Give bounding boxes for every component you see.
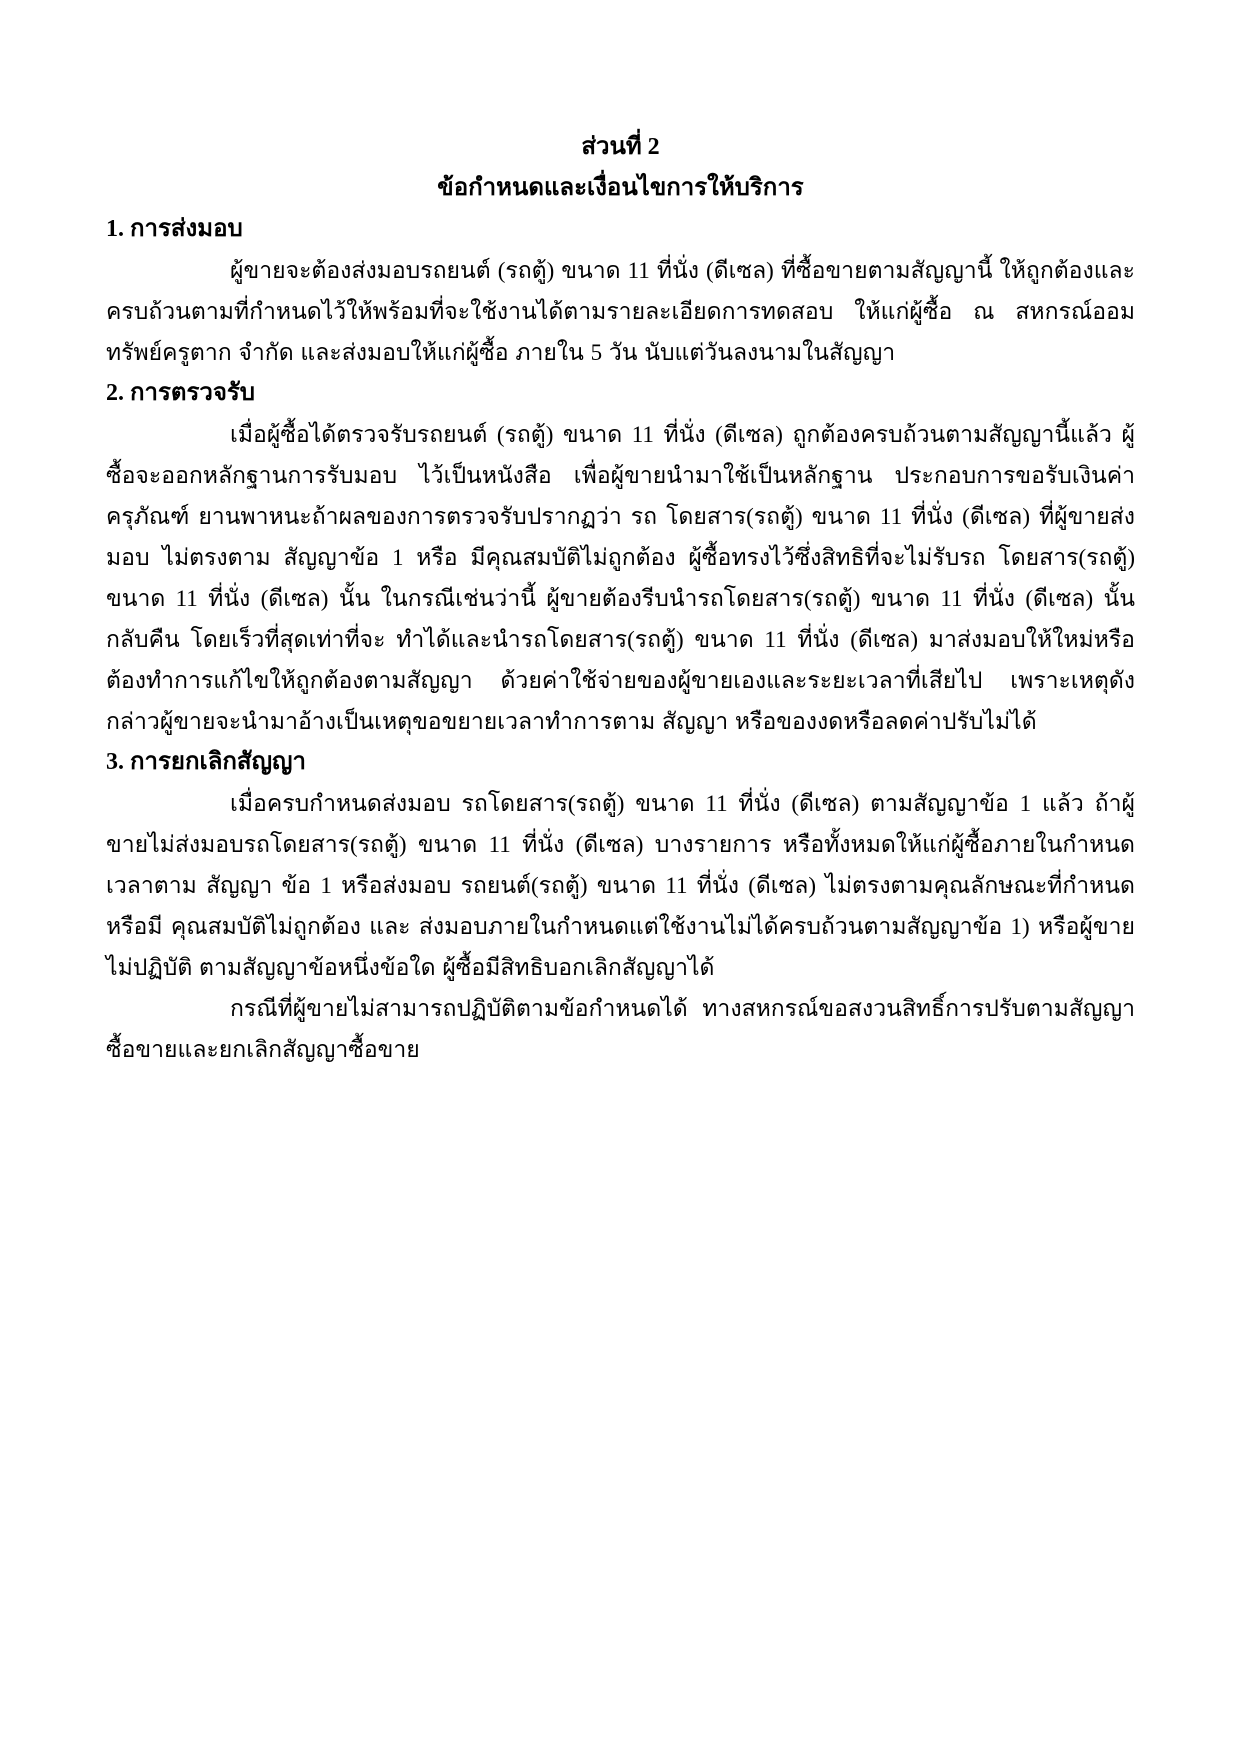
section-delivery	[106, 209, 1135, 373]
paragraph-inspection: เมื่อผู้ซื้อได้ตรวจรับรถยนต์ (รถตู้) ขนาด 11 ที่นั่ง (ดีเซล) ถูกต้องครบถ้วนตามสัญญานี้แล้ว ผู้ซื้อจะออกหลักฐานการรับมอบ ไว้เป็นหนังสือ เพื่อผู้ขายนำมาใช้เป็นหลักฐาน ประกอบการขอรับเงินค่าครุภัณฑ์ ยานพาหนะถ้าผลของการตรวจรับปรากฏว่า รถ โดยสาร(รถตู้) ขนาด 11 ที่นั่ง (ดีเซล) ที่ผู้ขายส่งมอบ ไม่ตรงตาม สัญญาข้อ 1 หรือ มีคุณสมบัติไม่ถูกต้อง ผู้ซื้อทรงไว้ซึ่งสิทธิที่จะไม่รับรถ โดยสาร(รถตู้) ขนาด 11 ที่นั่ง (ดีเซล) นั้น ในกรณีเช่นว่านี้ ผู้ขายต้องรีบนำรถโดยสาร(รถตู้) ขนาด 11 ที่นั่ง (ดีเซล) นั้น กลับคืน โดยเร็วที่สุดเท่าที่จะ ทำได้และนำรถโดยสาร(รถตู้) ขนาด 11 ที่นั่ง (ดีเซล) มาส่งมอบให้ใหม่หรือต้องทำการแก้ไขให้ถูกต้องตามสัญญา ด้วยค่าใช้จ่ายของผู้ขายเองและระยะเวลาที่เสียไป เพราะเหตุดังกล่าวผู้ขายจะนำมาอ้างเป็นเหตุขอขยายเวลาทำการตาม สัญญา หรือของงดหรือลดค่าปรับไม่ได้	[106, 422, 1135, 734]
document-subtitle: ข้อกำหนดและเงื่อนไขการให้บริการ	[437, 175, 804, 201]
section-heading-cancellation: 3. การยกเลิกสัญญา	[106, 749, 306, 775]
paragraph-cancellation-2: กรณีที่ผู้ขายไม่สามารถปฏิบัติตามข้อกำหนดได้ ทางสหกรณ์ขอสงวนสิทธิ์การปรับตามสัญญาซื้อขายและยกเลิกสัญญาซื้อขาย	[106, 996, 1135, 1062]
paragraph-cancellation-1: เมื่อครบกำหนดส่งมอบ รถโดยสาร(รถตู้) ขนาด 11 ที่นั่ง (ดีเซล) ตามสัญญาข้อ 1 แล้ว ถ้าผู้ขายไม่ส่งมอบรถโดยสาร(รถตู้) ขนาด 11 ที่นั่ง (ดีเซล) บางรายการ หรือทั้งหมดให้แก่ผู้ซื้อภายในกำหนดเวลาตาม สัญญา ข้อ 1 หรือส่งมอบ รถยนต์(รถตู้) ขนาด 11 ที่นั่ง (ดีเซล) ไม่ตรงตามคุณลักษณะที่กำหนด หรือมี คุณสมบัติไม่ถูกต้อง และ ส่งมอบภายในกำหนดแต่ใช้งานไม่ได้ครบถ้วนตามสัญญาข้อ 1) หรือผู้ขายไม่ปฏิบัติ ตามสัญญาข้อหนึ่งข้อใด ผู้ซื้อมีสิทธิบอกเลิกสัญญาได้	[106, 791, 1135, 980]
section-cancellation	[106, 742, 1135, 1070]
document-title: ส่วนที่ 2	[581, 134, 660, 160]
paragraph-delivery: ผู้ขายจะต้องส่งมอบรถยนต์ (รถตู้) ขนาด 11 ที่นั่ง (ดีเซล) ที่ซื้อขายตามสัญญานี้ ให้ถูกต้องและครบถ้วนตามที่กำหนดไว้ให้พร้อมที่จะใช้งานได้ตามรายละเอียดการทดสอบ ให้แก่ผู้ซื้อ ณ สหกรณ์ออมทรัพย์ครูตาก จำกัด และส่งมอบให้แก่ผู้ซื้อ ภายใน 5 วัน นับแต่วันลงนามในสัญญา	[106, 258, 1135, 365]
section-inspection	[106, 373, 1135, 742]
section-heading-delivery: 1. การส่งมอบ	[106, 216, 243, 242]
section-heading-inspection: 2. การตรวจรับ	[106, 380, 256, 406]
